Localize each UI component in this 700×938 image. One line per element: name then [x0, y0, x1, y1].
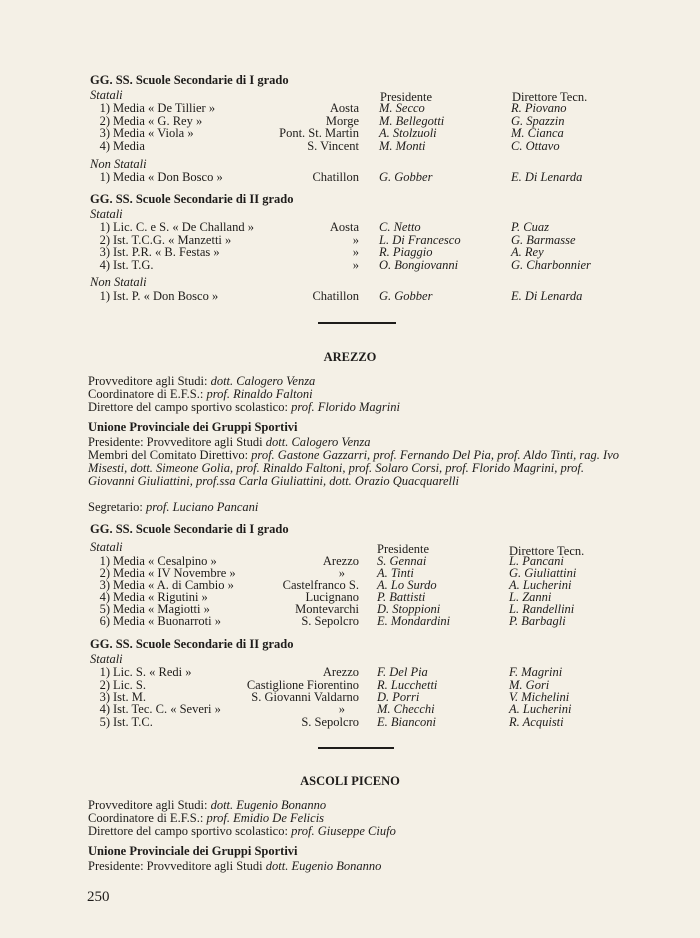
school-place: Arezzo: [322, 665, 359, 679]
row-number: 2): [99, 233, 110, 247]
school-place: Castiglione Fiorentino: [246, 678, 359, 692]
school-place: Morge: [325, 114, 359, 128]
school-place: Aosta: [329, 220, 359, 234]
table-row: [0, 259, 700, 272]
direttore-name: M. Cianca: [511, 126, 564, 140]
row-number: 1): [99, 170, 110, 184]
school-name: Ist. T.C.: [113, 715, 153, 729]
direttore-name: R. Piovano: [511, 101, 567, 115]
presidente-label: Presidente: Provveditore agli Studi: [88, 435, 266, 449]
table-row: [0, 615, 700, 628]
aosta-sec2-non-statali-label: Non Statali: [90, 275, 147, 289]
presidente-name: G. Gobber: [379, 170, 433, 184]
school-place: S. Giovanni Valdarno: [251, 690, 359, 704]
school-place: »: [352, 245, 359, 259]
school-name: Ist. T.G.: [113, 258, 154, 272]
school-place: Pont. St. Martin: [279, 126, 359, 140]
row-number: 2): [99, 678, 110, 692]
ascoli-official-line: [88, 825, 628, 838]
presidente-name: A. Tinti: [377, 566, 414, 580]
school-place: »: [338, 566, 345, 580]
segretario-name: prof. Luciano Pancani: [145, 500, 259, 514]
official-name: prof. Rinaldo Faltoni: [206, 387, 313, 401]
row-number: 2): [99, 566, 110, 580]
presidente-name: L. Di Francesco: [379, 233, 461, 247]
official-role: Coordinatore di E.F.S.:: [88, 811, 207, 825]
school-name: Media « Magiotti »: [113, 602, 210, 616]
school-place: S. Sepolcro: [301, 614, 359, 628]
presidente-name: A. Stolzuoli: [379, 126, 437, 140]
arezzo-city-heading: AREZZO: [323, 350, 377, 364]
official-role: Coordinatore di E.F.S.:: [88, 387, 207, 401]
row-number: 2): [99, 114, 110, 128]
section-divider: [318, 322, 396, 324]
presidente-name: G. Gobber: [379, 289, 433, 303]
row-number: 1): [99, 220, 110, 234]
presidente-name: E. Bianconi: [377, 715, 437, 729]
arezzo-membri-paragraph: [88, 449, 633, 488]
table-row: [0, 140, 700, 153]
direttore-name: L. Pancani: [509, 554, 564, 568]
school-name: Ist. T.C.G. « Manzetti »: [113, 233, 232, 247]
direttore-name: A. Rey: [511, 245, 544, 259]
aosta-sec1-heading: GG. SS. Scuole Secondarie di I grado: [90, 73, 289, 87]
direttore-name: P. Barbagli: [509, 614, 566, 628]
presidente-name: dott. Calogero Venza: [265, 435, 371, 449]
presidente-name: A. Lo Surdo: [377, 578, 437, 592]
presidente-name: E. Mondardini: [377, 614, 451, 628]
direttore-name: P. Cuaz: [511, 220, 549, 234]
row-number: 4): [99, 702, 110, 716]
presidente-name: dott. Eugenio Bonanno: [265, 859, 382, 873]
row-number: 5): [99, 602, 110, 616]
segretario-label: Segretario:: [88, 500, 146, 514]
school-name: Lic. S. « Redi »: [113, 665, 192, 679]
official-name: prof. Florido Magrini: [291, 400, 400, 414]
school-name: Media « Don Bosco »: [113, 170, 223, 184]
school-place: Castelfranco S.: [282, 578, 359, 592]
school-name: Media « IV Novembre »: [113, 566, 236, 580]
row-number: 4): [99, 139, 110, 153]
aosta-col-presidente: Presidente: [380, 90, 433, 104]
official-role: Direttore del campo sportivo scolastico:: [88, 824, 292, 838]
presidente-name: M. Monti: [379, 139, 426, 153]
school-place: Aosta: [329, 101, 359, 115]
table-row: [0, 716, 700, 729]
arezzo-col-presidente: Presidente: [377, 542, 430, 556]
official-role: Provveditore agli Studi:: [88, 798, 211, 812]
row-number: 4): [99, 258, 110, 272]
official-name: prof. Giuseppe Ciufo: [291, 824, 396, 838]
school-place: Montevarchi: [295, 602, 359, 616]
official-role: Provveditore agli Studi:: [88, 374, 211, 388]
school-name: Media « A. di Cambio »: [113, 578, 234, 592]
arezzo-segretario-line: [88, 501, 628, 514]
membri-names: prof. Gastone Gazzarri, prof. Fernando Del Pia, prof. Aldo Tinti, rag. Ivo Misesti, dott. Simeone Golia, prof. Rinaldo Faltoni, prof. Solaro Corsi, prof. Florido Magrini, prof. Giovanni Giuliattini, prof.ssa Carla Giuliattini, dott. Orazio Quacquarelli: [88, 448, 620, 488]
school-name: Media « G. Rey »: [113, 114, 203, 128]
presidente-name: D. Porri: [377, 690, 420, 704]
row-number: 3): [99, 245, 110, 259]
direttore-name: F. Magrini: [509, 665, 563, 679]
school-place: »: [338, 702, 345, 716]
school-name: Media: [113, 139, 145, 153]
row-number: 1): [99, 289, 110, 303]
presidente-name: C. Netto: [379, 220, 421, 234]
direttore-name: C. Ottavo: [511, 139, 560, 153]
presidente-name: M. Bellegotti: [379, 114, 445, 128]
school-name: Media « Buonarroti »: [113, 614, 221, 628]
direttore-name: G. Spazzin: [511, 114, 565, 128]
school-name: Lic. S.: [113, 678, 146, 692]
row-number: 1): [99, 554, 110, 568]
direttore-name: G. Barmasse: [511, 233, 576, 247]
aosta-col-direttore: Direttore Tecn.: [512, 90, 588, 104]
presidente-name: R. Piaggio: [379, 245, 433, 259]
school-place: Arezzo: [322, 554, 359, 568]
aosta-sec1-non-statali-label: Non Statali: [90, 157, 147, 171]
direttore-name: M. Gori: [509, 678, 550, 692]
presidente-name: D. Stoppioni: [377, 602, 441, 616]
ascoli-presidente-line: [88, 860, 628, 873]
presidente-name: M. Checchi: [377, 702, 435, 716]
arezzo-union-heading: Unione Provinciale dei Gruppi Sportivi: [88, 420, 298, 434]
school-name: Media « Viola »: [113, 126, 194, 140]
presidente-name: R. Lucchetti: [377, 678, 438, 692]
direttore-name: G. Giuliattini: [509, 566, 577, 580]
direttore-name: E. Di Lenarda: [511, 289, 583, 303]
row-number: 3): [99, 578, 110, 592]
school-name: Lic. C. e S. « De Challand »: [113, 220, 254, 234]
direttore-name: A. Lucherini: [509, 702, 572, 716]
school-name: Media « De Tillier »: [113, 101, 216, 115]
table-row: [0, 290, 700, 303]
row-number: 1): [99, 665, 110, 679]
school-name: Ist. M.: [113, 690, 146, 704]
direttore-name: A. Lucherini: [509, 578, 572, 592]
table-row: [0, 171, 700, 184]
row-number: 6): [99, 614, 110, 628]
ascoli-city-heading: ASCOLI PICENO: [300, 774, 400, 788]
row-number: 3): [99, 126, 110, 140]
aosta-sec2-statali-label: Statali: [90, 207, 123, 221]
presidente-name: O. Bongiovanni: [379, 258, 459, 272]
arezzo-col-direttore: Direttore Tecn.: [509, 544, 585, 558]
arezzo-sec1-statali-label: Statali: [90, 540, 123, 554]
arezzo-sec1-heading: GG. SS. Scuole Secondarie di I grado: [90, 522, 289, 536]
arezzo-sec2-heading: GG. SS. Scuole Secondarie di II grado: [90, 637, 294, 651]
presidente-label: Presidente: Provveditore agli Studi: [88, 859, 266, 873]
ascoli-union-heading: Unione Provinciale dei Gruppi Sportivi: [88, 844, 298, 858]
official-name: dott. Eugenio Bonanno: [210, 798, 327, 812]
direttore-name: E. Di Lenarda: [511, 170, 583, 184]
aosta-sec2-heading: GG. SS. Scuole Secondarie di II grado: [90, 192, 294, 206]
page-number: 250: [87, 889, 110, 905]
row-number: 5): [99, 715, 110, 729]
row-number: 1): [99, 101, 110, 115]
school-place: Chatillon: [312, 170, 359, 184]
school-place: S. Vincent: [307, 139, 359, 153]
direttore-name: L. Zanni: [509, 590, 552, 604]
presidente-name: M. Secco: [379, 101, 425, 115]
school-name: Ist. P.R. « B. Festas »: [113, 245, 220, 259]
school-place: S. Sepolcro: [301, 715, 359, 729]
school-place: »: [352, 233, 359, 247]
aosta-sec1-statali-label: Statali: [90, 88, 123, 102]
presidente-name: S. Gennai: [377, 554, 427, 568]
presidente-name: F. Del Pia: [377, 665, 428, 679]
school-place: »: [352, 258, 359, 272]
row-number: 3): [99, 690, 110, 704]
official-name: dott. Calogero Venza: [210, 374, 316, 388]
official-name: prof. Emidio De Felicis: [206, 811, 325, 825]
section-divider: [318, 747, 394, 749]
arezzo-sec2-statali-label: Statali: [90, 652, 123, 666]
school-name: Ist. Tec. C. « Severi »: [113, 702, 221, 716]
school-place: Lucignano: [305, 590, 359, 604]
row-number: 4): [99, 590, 110, 604]
school-name: Ist. P. « Don Bosco »: [113, 289, 219, 303]
direttore-name: G. Charbonnier: [511, 258, 591, 272]
arezzo-official-line: [88, 401, 628, 414]
direttore-name: L. Randellini: [509, 602, 575, 616]
school-name: Media « Rigutini »: [113, 590, 208, 604]
official-role: Direttore del campo sportivo scolastico:: [88, 400, 292, 414]
direttore-name: V. Michelini: [509, 690, 570, 704]
school-name: Media « Cesalpino »: [113, 554, 217, 568]
school-place: Chatillon: [312, 289, 359, 303]
direttore-name: R. Acquisti: [509, 715, 564, 729]
presidente-name: P. Battisti: [377, 590, 426, 604]
membri-label: Membri del Comitato Direttivo:: [88, 448, 252, 462]
